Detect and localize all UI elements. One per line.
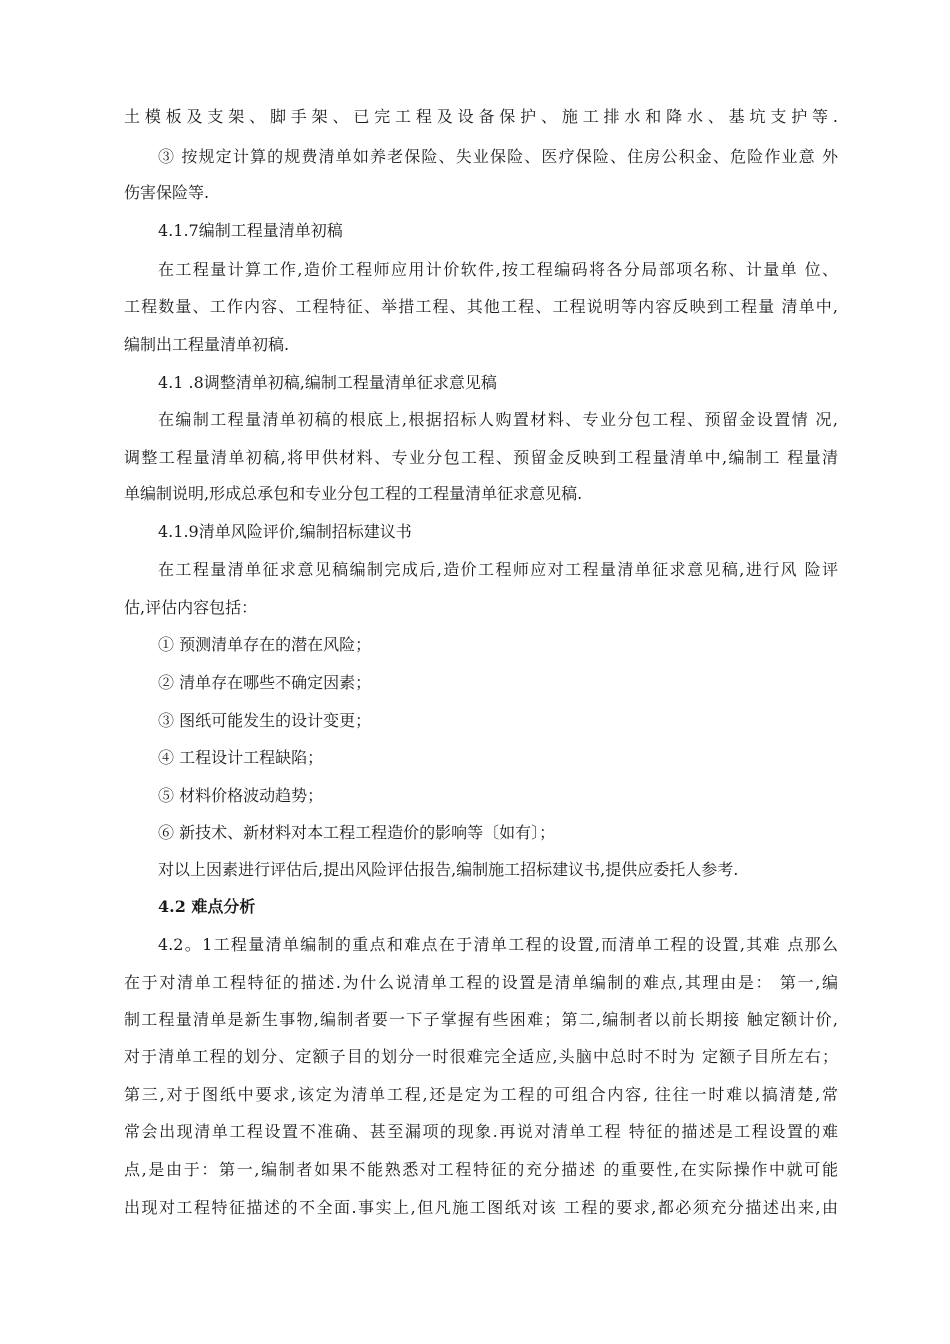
paragraph-line: 土模板及支架、脚手架、已完工程及设备保护、施工排水和降水、基坑支护等. [124, 107, 838, 126]
paragraph-line: 制工程量清单是新生事物,编制者要一下子掌握有些困难；第二,编制者以前长期接 触定额计价, [124, 1010, 838, 1029]
section-heading-4-1-7: 4.1.7编制工程量清单初稿 [158, 221, 343, 240]
paragraph-line: 在工程量清单征求意见稿编制完成后,造价工程师应对工程量清单征求意见稿,进行风 险评 [158, 560, 838, 579]
paragraph-line: 在工程量计算工作,造价工程师应用计价软件,按工程编码将各分局部项名称、计量单 位、 [158, 260, 838, 279]
paragraph-line: 出现对工程特征描述的不全面.事实上,但凡施工图纸对该 工程的要求,都必须充分描述出来,由 [124, 1198, 838, 1217]
paragraph-line: 伤害保险等. [124, 183, 210, 202]
list-item-rule-fees: ③ 按规定计算的规费清单如养老保险、失业保险、医疗保险、住房公积金、危险作业意 外 [158, 147, 838, 166]
section-heading-4-1-9: 4.1.9清单风险评价,编制招标建议书 [158, 522, 412, 541]
paragraph-line: 4.2。1工程量清单编制的重点和难点在于清单工程的设置,而清单工程的设置,其难 点那么 [158, 935, 838, 954]
paragraph-line: 第三,对于图纸中要求,该定为清单工程,还是定为工程的可组合内容, 往往一时难以搞清楚,常 [124, 1085, 838, 1104]
paragraph-line: 在编制工程量清单初稿的根底上,根据招标人购置材料、专业分包工程、预留金设置情 况, [158, 410, 838, 429]
paragraph-line: 点,是由于：第一,编制者如果不能熟悉对工程特征的充分描述 的重要性,在实际操作中就可能 [124, 1160, 838, 1179]
list-item-risk-4: ④ 工程设计工程缺陷； [158, 748, 324, 767]
paragraph-line: 调整工程量清单初稿,将甲供材料、专业分包工程、预留金反映到工程量清单中,编制工 程量清 [124, 448, 838, 467]
list-item-risk-5: ⑤ 材料价格波动趋势； [158, 786, 324, 805]
list-item-risk-1: ① 预测清单存在的潜在风险； [158, 635, 372, 654]
section-heading-4-1-8: 4.1 .8调整清单初稿,编制工程量清单征求意见稿 [158, 373, 497, 392]
paragraph-line: 工程数量、工作内容、工程特征、举措工程、其他工程、工程说明等内容反映到工程量 清单中, [124, 297, 838, 316]
list-item-risk-6: ⑥ 新技术、新材料对本工程工程造价的影响等〔如有〕； [158, 823, 556, 842]
paragraph-line: 单编制说明,形成总承包和专业分包工程的工程量清单征求意见稿. [124, 484, 583, 503]
section-heading-4-2: 4.2 难点分析 [158, 897, 256, 916]
paragraph-line: 编制出工程量清单初稿. [124, 335, 290, 354]
paragraph-line: 对以上因素进行评估后,提出风险评估报告,编制施工招标建议书,提供应委托人参考. [158, 860, 739, 879]
list-item-risk-2: ② 清单存在哪些不确定因素； [158, 673, 372, 692]
paragraph-line: 对于清单工程的划分、定额子目的划分一时很难完全适应,头脑中总时不时为 定额子目所左右； [124, 1047, 838, 1066]
paragraph-line: 常会出现清单工程设置不准确、甚至漏项的现象.再说对清单工程 特征的描述是工程设置的难 [124, 1122, 838, 1141]
list-item-risk-3: ③ 图纸可能发生的设计变更； [158, 711, 372, 730]
paragraph-line: 估,评估内容包括： [124, 598, 258, 617]
paragraph-line: 在于对清单工程特征的描述.为什么说清单工程的设置是清单编制的难点,其理由是： 第一,编 [124, 973, 838, 992]
